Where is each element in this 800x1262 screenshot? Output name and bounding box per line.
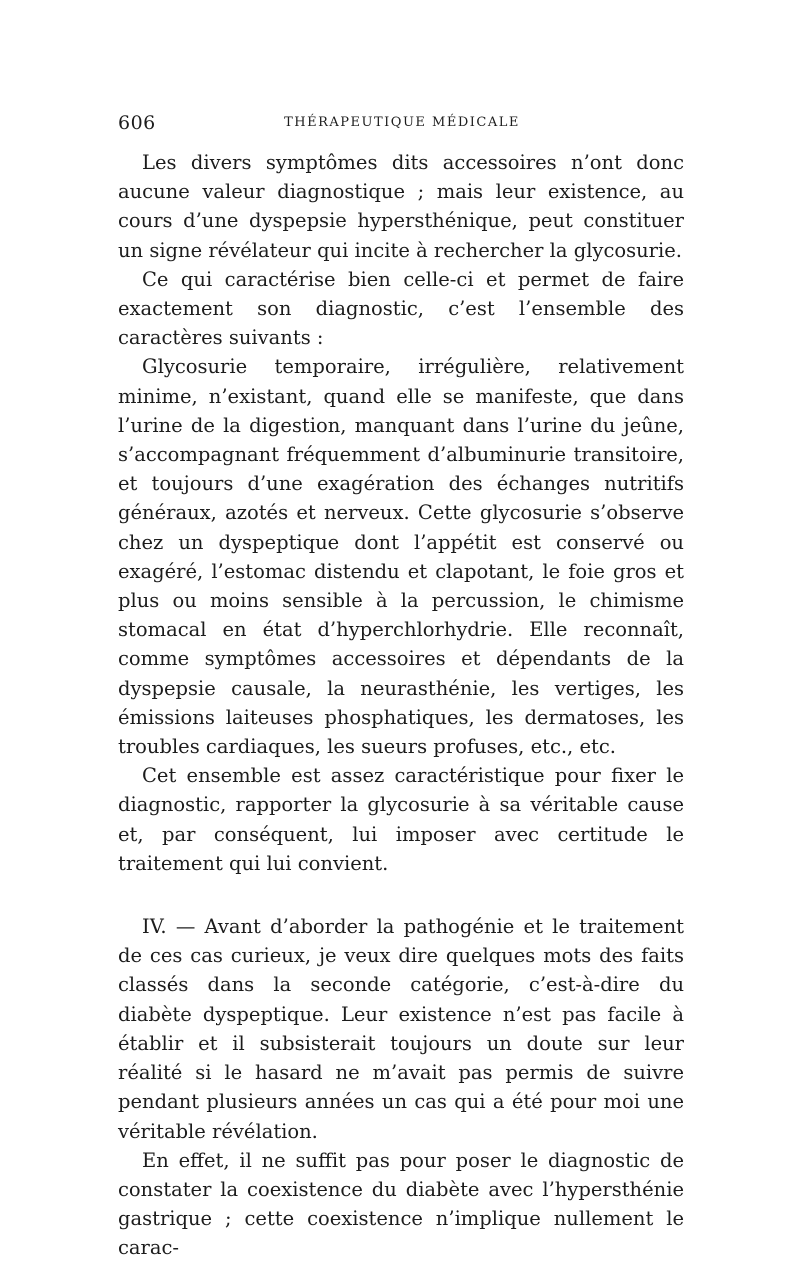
paragraph-diagnostic-intro: Ce qui caractérise bien celle-ci et permet de faire exactement son diagnostic, c’est l’ensemble des caractères suivants :	[118, 267, 684, 350]
body-text	[118, 148, 684, 1262]
paragraph-symptoms-accessory: Les divers symptômes dits accessoires n’ont donc aucune valeur diagnostique ; mais leur existence, au cours d’une dyspepsie hypersthénique, peut constituer un signe révélateur qui incite à rechercher la glycosurie.	[118, 151, 684, 262]
running-title: THÉRAPEUTIQUE MÉDICALE	[284, 115, 520, 130]
paragraph-ensemble-conclusion: Cet ensemble est assez caractéristique pour fixer le diagnostic, rapporter la glycosurie à sa véritable cause et, par conséquent, lui imposer avec certitude le traitement qui lui convient.	[118, 764, 684, 875]
paragraph-section-iv: IV. — Avant d’aborder la pathogénie et le traitement de ces cas curieux, je veux dire quelques mots des faits classés dans la seconde catégorie, c’est-à-dire du diabète dyspeptique. Leur existence n’est pas facile à établir et il subsisterait toujours un doute sur leur réalité si le hasard ne m’avait pas permis de suivre pendant plusieurs années un cas qui a été pour moi une véritable révélation.	[118, 915, 684, 1143]
page-header	[118, 112, 686, 142]
paragraph-glycosuria-characteristics: Glycosurie temporaire, irrégulière, relativement minime, n’existant, quand elle se manifeste, que dans l’urine de la digestion, manquant dans l’urine du jeûne, s’accompagnant fréquemment d’albuminurie transitoire, et toujours d’une exagération des échanges nutritifs généraux, azotés et nerveux. Cette glycosurie s’observe chez un dyspeptique dont l’appétit est conservé ou exagéré, l’estomac distendu et clapotant, le foie gros et plus ou moins sensible à la percussion, le chimisme stomacal en état d’hyperchlorhydrie. Elle reconnaît, comme symptômes accessoires et dépendants de la dyspepsie causale, la neurasthénie, les vertiges, les émissions laiteuses phosphatiques, les dermatoses, les troubles cardiaques, les sueurs profuses, etc., etc.	[118, 355, 684, 759]
page-number: 606	[118, 112, 156, 134]
section-gap	[118, 878, 684, 912]
paragraph-en-effet: En effet, il ne suffit pas pour poser le diagnostic de constater la coexistence du diabète avec l’hypersthénie gastrique ; cette coexistence n’implique nullement le carac-	[118, 1148, 684, 1260]
